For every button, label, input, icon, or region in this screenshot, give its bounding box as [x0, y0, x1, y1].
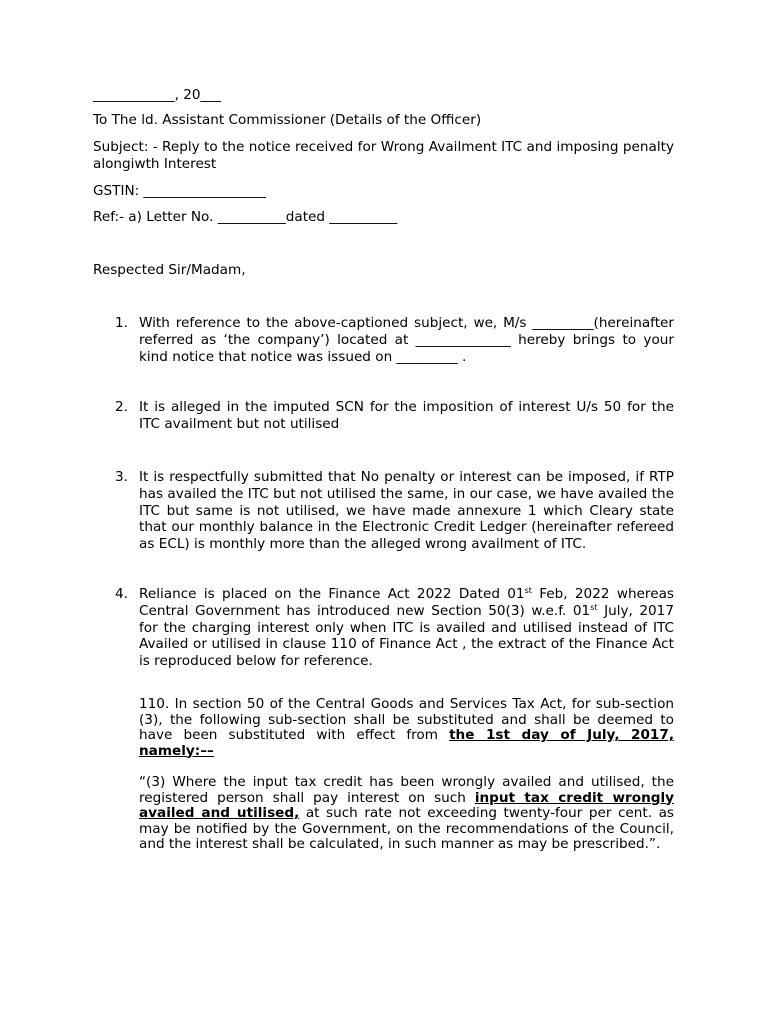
list-item-number: 4. — [115, 586, 128, 602]
reference-line: Ref:- a) Letter No. __________dated __________ — [93, 209, 398, 225]
quote-emphasis: input tax credit wrongly availed and utilised, — [139, 789, 674, 821]
list-item-text-part: Feb, 2022 whereas Central Government has introduced new Section 50(3) w.e.f. 01 — [139, 586, 674, 619]
list-item — [93, 399, 674, 433]
list-item-number: 2. — [115, 399, 128, 415]
recipient-line: To The ld. Assistant Commissioner (Details of the Officer) — [93, 112, 482, 128]
quote-emphasis: the 1st day of July, 2017, namely:–– — [139, 727, 675, 759]
list-item-number: 1. — [115, 315, 128, 331]
list-item — [93, 469, 674, 553]
list-item — [93, 586, 674, 670]
list-item-text: It is respectfully submitted that No penalty or interest can be imposed, if RTP has availed the ITC but not utilised the same, in our case, we have availed the ITC but same is not utilised, we have made annexure 1 which Cleary state that our monthly balance in the Electronic Credit Ledger (hereinafter refereed as ECL) is monthly more than the alleged wrong availment of ITC. — [139, 469, 674, 553]
subject-line: Subject: - Reply to the notice received for Wrong Availment ITC and imposing penalty alongiwth Interest — [93, 139, 674, 172]
gstin-line: GSTIN: __________________ — [93, 183, 266, 199]
quote-text: at such rate not exceeding twenty-four per cent. as may be notified by the Government, on the recommendations of the Council, and the interest shall be calculated, in such manner as may be prescribed.”. — [139, 805, 674, 852]
list-item-text — [139, 586, 674, 670]
superscript: st — [524, 586, 532, 595]
list-item-text: It is alleged in the imputed SCN for the imposition of interest U/s 50 for the ITC availment but not utilised — [139, 399, 674, 432]
list-item-number: 3. — [115, 469, 128, 485]
list-item-text: With reference to the above-captioned subject, we, M/s _________(hereinafter referred as ‘the company’) located at ______________ hereby brings to your kind notice that notice was issued on _________ . — [139, 315, 674, 365]
list-item — [93, 315, 674, 365]
quote-text: 110. In section 50 of the Central Goods and Services Tax Act, for sub-section (3), the following sub-section shall be substituted and shall be deemed to have been substituted with effect from — [139, 696, 674, 743]
list-item-text-part: July, 2017 for the charging interest only when ITC is availed and utilised instead of ITC Availed or utilised in clause 110 of Finance Act , the extract of the Finance Act is reproduced below for reference. — [139, 602, 674, 670]
quote-text: “(3) Where the input tax credit has been wrongly availed and utilised, the registered person shall pay interest on such — [139, 774, 674, 806]
superscript: st — [590, 602, 598, 612]
salutation: Respected Sir/Madam, — [93, 262, 246, 278]
list-item-text-part: Reliance is placed on the Finance Act 2022 Dated 01 — [139, 586, 525, 602]
quoted-clause-110 — [139, 697, 674, 759]
quoted-subsection-3 — [139, 775, 674, 853]
date-line: ____________, 20___ — [93, 87, 221, 103]
